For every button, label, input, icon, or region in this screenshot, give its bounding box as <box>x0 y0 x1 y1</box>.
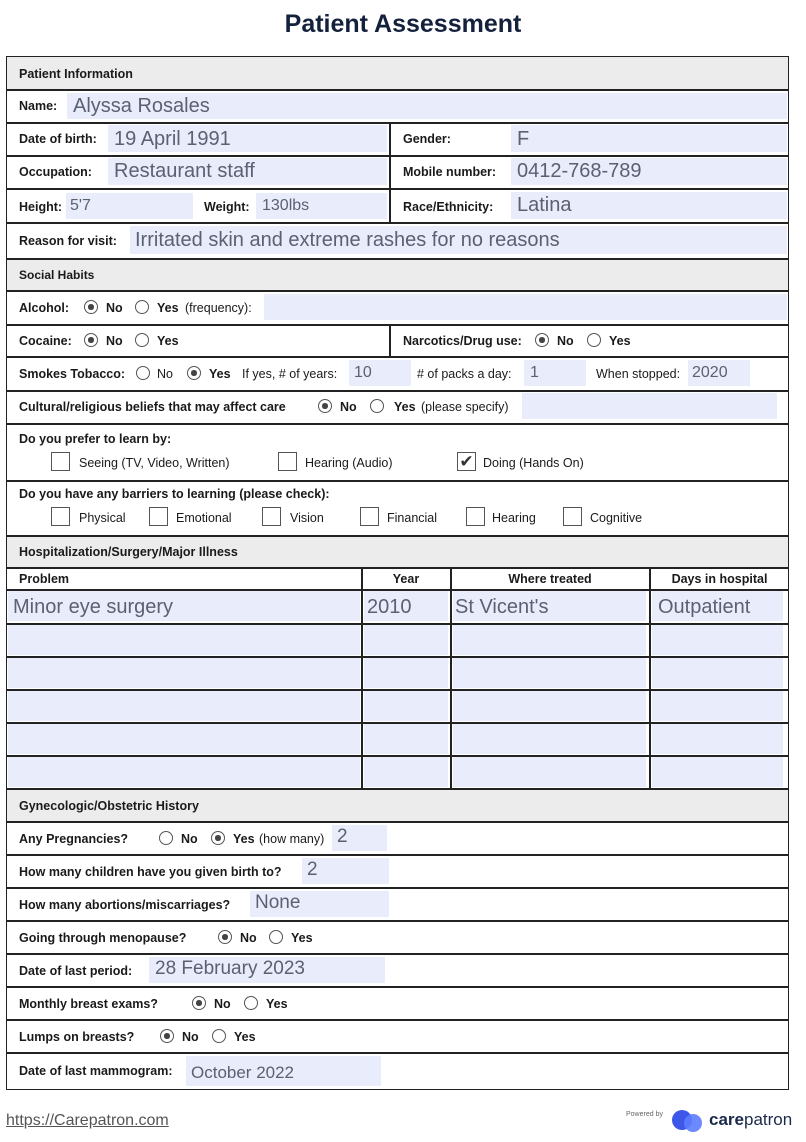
lumps-yes-label: Yes <box>234 1030 256 1044</box>
lumps-no-radio[interactable] <box>160 1029 174 1043</box>
hospital-heading: Hospitalization/Surgery/Major Illness <box>19 545 238 559</box>
gender-value: F <box>517 128 530 150</box>
hospital-cell-r4-c3[interactable] <box>453 691 646 721</box>
cocaine-no-label: No <box>106 334 123 348</box>
dob-label: Date of birth: <box>19 132 97 146</box>
cocaine-yes-radio[interactable] <box>135 333 149 347</box>
hospital-cell-r5-c1[interactable] <box>8 724 360 754</box>
barrier-cognitive-label: Cognitive <box>590 511 643 525</box>
page-title: Patient Assessment <box>284 10 522 38</box>
alcohol-yes-radio[interactable] <box>135 300 149 314</box>
hospital-cell-r2-c3[interactable] <box>453 625 646 655</box>
alcohol-frequency-field[interactable] <box>264 294 787 320</box>
smokes-yes-radio[interactable] <box>187 366 201 380</box>
mobile-label: Mobile number: <box>403 165 497 179</box>
barrier-financial-label: Financial <box>387 511 438 525</box>
occupation-label: Occupation: <box>19 165 92 179</box>
abortions-value: None <box>255 892 301 913</box>
alcohol-no-label: No <box>106 301 123 315</box>
barrier-vision-label: Vision <box>290 511 324 525</box>
hospital-cell-r5-c3[interactable] <box>453 724 646 754</box>
hospital-cell-r6-c2[interactable] <box>364 757 448 787</box>
breast-exams-yes-label: Yes <box>266 997 288 1011</box>
menopause-yes-radio[interactable] <box>269 930 283 944</box>
breast-exams-no-radio[interactable] <box>192 996 206 1010</box>
race-label: Race/Ethnicity: <box>403 200 494 214</box>
barriers-label: Do you have any barriers to learning (please check): <box>19 487 330 501</box>
hospital-cell-r4-c1[interactable] <box>8 691 360 721</box>
carepatron-wordmark <box>709 1110 792 1130</box>
hospital-cell-r5-c4[interactable] <box>652 724 783 754</box>
barrier-emotional-checkbox[interactable] <box>149 507 168 526</box>
prefer-doing-label: Doing (Hands On) <box>483 456 584 470</box>
row1-year: 2010 <box>367 596 412 618</box>
hospital-cell-r4-c2[interactable] <box>364 691 448 721</box>
prefer-doing-checkbox[interactable] <box>457 452 476 471</box>
hospital-cell-r2-c1[interactable] <box>8 625 360 655</box>
cultural-yes-radio[interactable] <box>370 399 384 413</box>
cultural-yes-label: Yes <box>394 400 416 414</box>
col-year: Year <box>392 572 420 586</box>
hospital-cell-r6-c3[interactable] <box>453 757 646 787</box>
narcotics-yes-radio[interactable] <box>587 333 601 347</box>
prefer-seeing-checkbox[interactable] <box>51 452 70 471</box>
smokes-yes-label: Yes <box>209 367 231 381</box>
height-value: 5'7 <box>70 197 91 214</box>
menopause-no-label: No <box>240 931 257 945</box>
mammogram-value: October 2022 <box>191 1063 295 1082</box>
prefer-hearing-label: Hearing (Audio) <box>305 456 393 470</box>
barrier-financial-checkbox[interactable] <box>360 507 379 526</box>
hospital-cell-r3-c1[interactable] <box>8 658 360 688</box>
barrier-physical-checkbox[interactable] <box>51 507 70 526</box>
brand-rest: patron <box>743 1110 793 1129</box>
cocaine-yes-label: Yes <box>157 334 179 348</box>
pregnancies-yes-radio[interactable] <box>211 831 225 845</box>
pregnancies-label: Any Pregnancies? <box>19 832 129 846</box>
hospital-cell-r6-c1[interactable] <box>8 757 360 787</box>
barrier-vision-checkbox[interactable] <box>262 507 281 526</box>
gyn-heading: Gynecologic/Obstetric History <box>19 799 199 813</box>
barrier-emotional-label: Emotional <box>176 511 232 525</box>
cultural-no-label: No <box>340 400 357 414</box>
prefer-hearing-checkbox[interactable] <box>278 452 297 471</box>
mobile-value: 0412-768-789 <box>517 160 642 182</box>
menopause-yes-label: Yes <box>291 931 313 945</box>
cultural-specify-field[interactable] <box>522 393 777 419</box>
pregnancies-how-many-note: (how many) <box>259 832 325 846</box>
hospital-cell-r2-c2[interactable] <box>364 625 448 655</box>
pregnancies-yes-label: Yes <box>233 832 255 846</box>
col-days-in-hospital: Days in hospital <box>671 572 768 586</box>
pregnancies-no-radio[interactable] <box>159 831 173 845</box>
breast-exams-label: Monthly breast exams? <box>19 997 158 1011</box>
barrier-hearing-label: Hearing <box>492 511 536 525</box>
mammogram-label: Date of last mammogram: <box>19 1064 173 1078</box>
narcotics-label: Narcotics/Drug use: <box>403 334 522 348</box>
learn-prefer-label: Do you prefer to learn by: <box>19 432 172 446</box>
barrier-cognitive-checkbox[interactable] <box>563 507 582 526</box>
reason-value: Irritated skin and extreme rashes for no reasons <box>135 229 560 251</box>
lumps-yes-radio[interactable] <box>212 1029 226 1043</box>
alcohol-label: Alcohol: <box>19 301 69 315</box>
stopped-value: 2020 <box>692 364 728 381</box>
hospital-cell-r3-c3[interactable] <box>453 658 646 688</box>
prefer-seeing-label: Seeing (TV, Video, Written) <box>79 456 230 470</box>
hospital-cell-r5-c2[interactable] <box>364 724 448 754</box>
social-habits-header-bg <box>7 259 788 290</box>
alcohol-no-radio[interactable] <box>84 300 98 314</box>
check-mark-icon: ✔ <box>459 452 474 471</box>
cocaine-label: Cocaine: <box>19 334 72 348</box>
name-label: Name: <box>19 99 58 113</box>
breast-exams-no-label: No <box>214 997 231 1011</box>
narcotics-no-radio[interactable] <box>535 333 549 347</box>
cocaine-no-radio[interactable] <box>84 333 98 347</box>
menopause-label: Going through menopause? <box>19 931 187 945</box>
occupation-value: Restaurant staff <box>114 160 255 182</box>
last-period-value: 28 February 2023 <box>155 958 305 979</box>
narcotics-no-label: No <box>557 334 574 348</box>
row1-days: Outpatient <box>658 596 751 618</box>
col-where-treated: Where treated <box>508 572 592 586</box>
race-value: Latina <box>517 194 572 216</box>
col-problem: Problem <box>19 572 70 586</box>
barrier-physical-label: Physical <box>79 511 126 525</box>
children-value: 2 <box>307 859 318 880</box>
reason-label: Reason for visit: <box>19 234 117 248</box>
hospital-cell-r2-c4[interactable] <box>652 625 783 655</box>
pregnancies-no-label: No <box>181 832 198 846</box>
packs-value: 1 <box>530 364 539 381</box>
menopause-no-radio[interactable] <box>218 930 232 944</box>
years-label: If yes, # of years: <box>242 367 338 381</box>
hospital-cell-r3-c2[interactable] <box>364 658 448 688</box>
cultural-no-radio[interactable] <box>318 399 332 413</box>
abortions-label: How many abortions/miscarriages? <box>19 898 231 912</box>
narcotics-yes-label: Yes <box>609 334 631 348</box>
cultural-specify-note: (please specify) <box>421 400 509 414</box>
social-habits-heading: Social Habits <box>19 268 95 282</box>
hospital-cell-r4-c4[interactable] <box>652 691 783 721</box>
name-value: Alyssa Rosales <box>73 95 210 117</box>
packs-label: # of packs a day: <box>417 367 512 381</box>
breast-exams-yes-radio[interactable] <box>244 996 258 1010</box>
brand-bold: care <box>709 1110 744 1129</box>
pregnancies-count-value: 2 <box>337 826 348 847</box>
last-period-label: Date of last period: <box>19 964 133 978</box>
row1-problem: Minor eye surgery <box>13 596 174 618</box>
gender-label: Gender: <box>403 132 451 146</box>
years-value: 10 <box>354 364 372 381</box>
hospital-cell-r6-c4[interactable] <box>652 757 783 787</box>
row1-where-treated: St Vicent's <box>455 596 549 618</box>
lumps-no-label: No <box>182 1030 199 1044</box>
height-label: Height: <box>19 200 63 214</box>
alcohol-frequency-note: (frequency): <box>185 301 252 315</box>
children-label: How many children have you given birth to? <box>19 865 282 879</box>
weight-label: Weight: <box>204 200 250 214</box>
lumps-label: Lumps on breasts? <box>19 1030 135 1044</box>
gender-field[interactable] <box>511 125 787 152</box>
dob-value: 19 April 1991 <box>114 128 231 150</box>
stopped-label: When stopped: <box>596 367 681 381</box>
carepatron-logo-icon <box>672 1108 708 1132</box>
carepatron-logo <box>672 1108 793 1134</box>
powered-by-text: Powered by <box>626 1111 663 1118</box>
weight-value: 130lbs <box>262 197 310 214</box>
cultural-label: Cultural/religious beliefs that may affect care <box>19 400 286 414</box>
patient-info-heading: Patient Information <box>19 67 133 81</box>
smokes-label: Smokes Tobacco: <box>19 367 126 381</box>
barrier-hearing-checkbox[interactable] <box>466 507 485 526</box>
carepatron-link[interactable]: https://Carepatron.com <box>6 1112 169 1129</box>
alcohol-yes-label: Yes <box>157 301 179 315</box>
hospital-cell-r3-c4[interactable] <box>652 658 783 688</box>
smokes-no-label: No <box>157 367 173 381</box>
smokes-no-radio[interactable] <box>136 366 150 380</box>
